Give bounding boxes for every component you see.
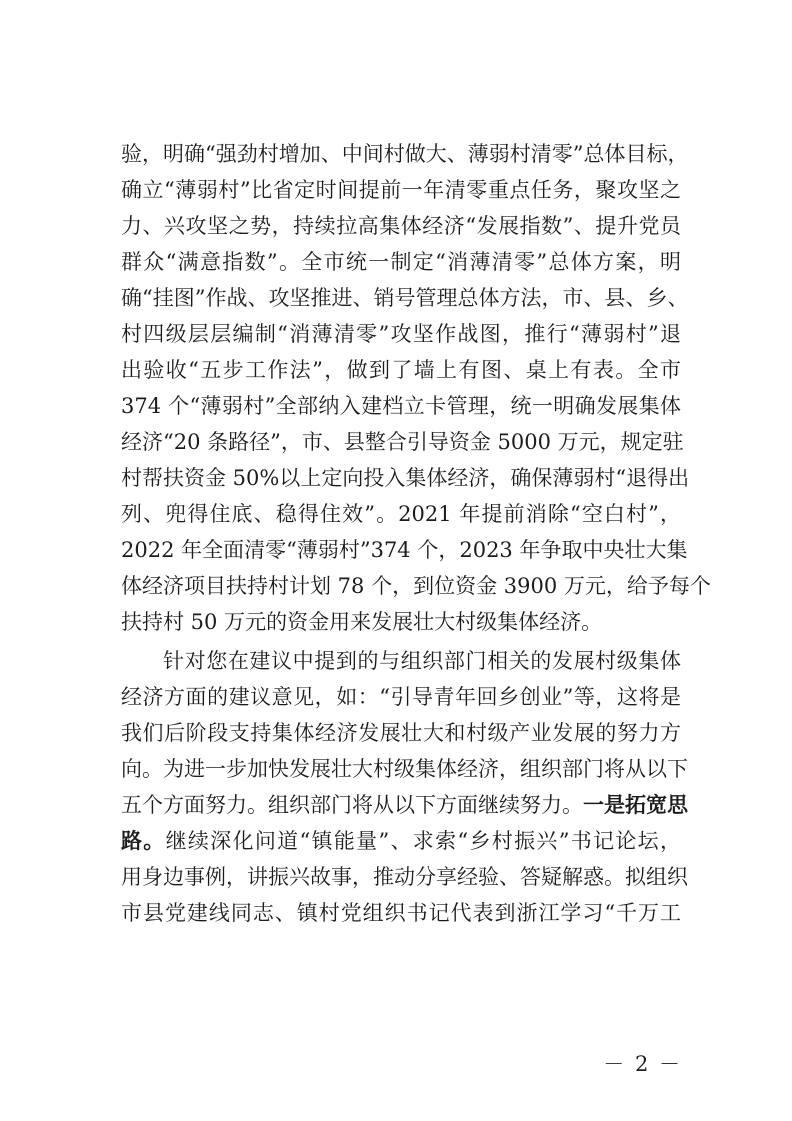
body-text-line: 体经济项目扶持村计划 78 个，到位资金 3900 万元，给予每个 bbox=[121, 574, 711, 598]
page-number: － 2 － bbox=[603, 1052, 682, 1076]
body-text-line bbox=[121, 827, 681, 855]
body-text-line: 验，明确“强劲村增加、中间村做大、薄弱村清零”总体目标， bbox=[121, 142, 689, 166]
bold-heading-text: 路。 bbox=[121, 828, 166, 853]
paragraph-first-line: 针对您在建议中提到的与组织部门相关的发展村级集体 bbox=[163, 649, 681, 673]
body-text-line: 确“挂图”作战、攻坚推进、销号管理总体方法，市、县、乡、 bbox=[121, 286, 689, 310]
body-text-line bbox=[121, 791, 688, 819]
body-text-line: 力、兴攻坚之势，持续拉高集体经济“发展指数”、提升党员 bbox=[121, 214, 681, 238]
bold-heading-text: 一是拓宽思 bbox=[583, 792, 688, 817]
body-text: 继续深化问道“镇能量”、求索“乡村振兴”书记论坛， bbox=[165, 829, 681, 853]
body-text-line: 群众“满意指数”。全市统一制定“消薄清零”总体方案，明 bbox=[121, 250, 681, 274]
body-text-line: 村四级层层编制“消薄清零”攻坚作战图，推行“薄弱村”退 bbox=[121, 322, 681, 346]
body-text-line: 经济方面的建议意见，如：“引导青年回乡创业”等，这将是 bbox=[121, 685, 681, 709]
body-text-line: 列、兜得住底、稳得住效”。2021 年提前消除“空白村”， bbox=[121, 502, 681, 526]
body-text-line: 出验收“五步工作法”，做到了墙上有图、桌上有表。全市 bbox=[121, 358, 681, 382]
body-text-line: 市县党建线同志、镇村党组织书记代表到浙江学习“千万工 bbox=[121, 901, 681, 925]
body-text-line: 扶持村 50 万元的资金用来发展壮大村级集体经济。 bbox=[121, 610, 603, 634]
body-text-line: 向。为进一步加快发展壮大村级集体经济，组织部门将从以下 bbox=[121, 757, 688, 781]
body-text-line: 2022 年全面清零“薄弱村”374 个，2023 年争取中央壮大集 bbox=[121, 538, 688, 562]
body-text-line: 经济“20 条路径”，市、县整合引导资金 5000 万元，规定驻 bbox=[121, 430, 684, 454]
body-text: 五个方面努力。组织部门将从以下方面继续努力。 bbox=[121, 793, 583, 817]
body-text-line: 我们后阶段支持集体经济发展壮大和村级产业发展的努力方 bbox=[121, 721, 681, 745]
body-text-line: 374 个“薄弱村”全部纳入建档立卡管理，统一明确发展集体 bbox=[121, 394, 681, 418]
body-text-line: 确立“薄弱村”比省定时间提前一年清零重点任务，聚攻坚之 bbox=[121, 178, 681, 202]
body-text-line: 村帮扶资金 50%以上定向投入集体经济，确保薄弱村“退得出 bbox=[121, 466, 690, 490]
body-text-line: 用身边事例，讲振兴故事，推动分享经验、答疑解惑。拟组织 bbox=[121, 865, 688, 889]
